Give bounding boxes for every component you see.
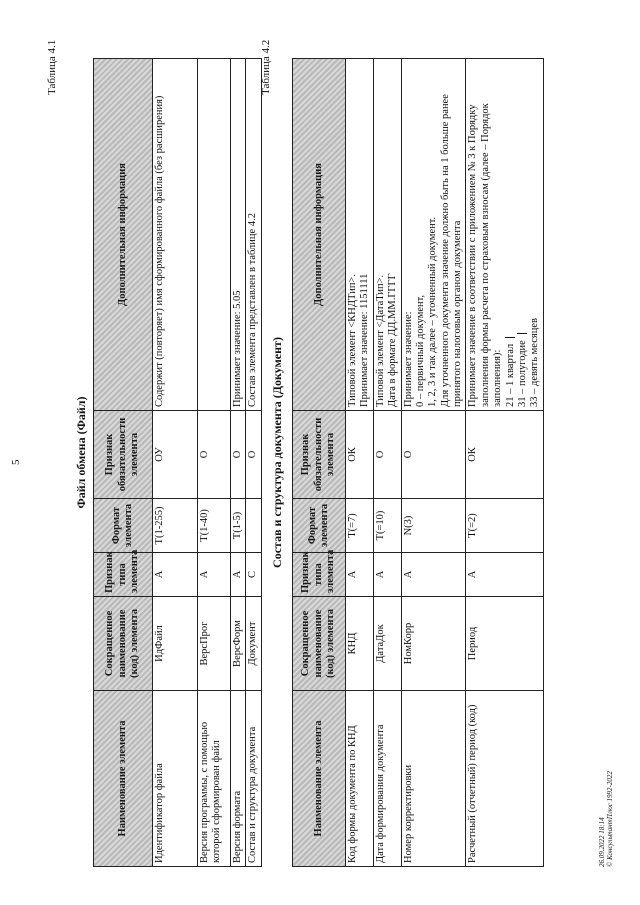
footer-date: 26.09.2022 18:14 [598,817,606,867]
info-line: Принимает значение: 1151111 [359,273,371,407]
table-4-2-title: Состав и структура документа (Документ) [270,337,284,568]
header-info: Дополнительная информация [293,59,346,411]
header-info: Дополнительная информация [94,59,153,411]
table-row [198,59,231,867]
table-4-1-caption: Таблица 4.1 [46,39,58,95]
cell-name: Номер корректировки [401,691,466,867]
cell-name: Идентификатор файла [153,691,198,867]
cell-name: Дата формирования документа [373,691,401,867]
text-cursor-mark [517,333,527,334]
header-type: Признак типа элемента [293,553,346,597]
header-name: Наименование элемента [94,691,153,867]
cell-code: Период [466,597,543,691]
info-line: 0 – первичный документ, [414,294,426,407]
cell-name: Код формы документа по КНД [346,691,374,867]
cell-type: А [401,553,466,597]
table-4-2-caption: Таблица 4.2 [260,39,272,95]
cell-info [373,59,401,411]
table-4-1-title: Файл обмена (Файл) [74,396,88,509]
cell-code: НомКорр [401,597,466,691]
cell-format: T(=10) [373,499,401,553]
cell-format: T(1-5) [231,499,246,553]
cell-code: Документ [246,597,261,691]
info-line: Дата в формате ДД.ММ.ГГГГ [387,273,399,407]
cell-type: А [466,553,543,597]
cell-name: Версия формата [231,691,246,867]
header-code: Сокращенное наименование (код) элемента [94,597,153,691]
table-row [346,59,374,867]
header-required: Признак обязательности элемента [94,411,153,499]
info-line: 1, 2, 3 и так далее – уточненный документ. [427,216,439,407]
info-line [505,62,517,407]
footer-source: © КонсультантПлюс 1992-2022 [606,771,615,867]
cell-code: ВерсФорм [231,597,246,691]
header-type: Признак типа элемента [94,553,153,597]
cell-format: N(3) [401,499,466,553]
info-line: Принимает значение: [402,311,414,407]
info-line: Принимает значение в соответствии с приложением № 3 к Порядку заполнения формы расчета по страховым взносам (далее – Порядок заполнения): [467,103,504,407]
cell-type: А [346,553,374,597]
info-line: Типовой элемент <ДатаТип>. [374,274,386,407]
cell-format [246,499,261,553]
cell-code: ИдФайл [153,597,198,691]
cell-type: С [246,553,261,597]
cell-code: КНД [346,597,374,691]
cell-format: T(1-40) [198,499,231,553]
cell-name: Состав и структура документа [246,691,261,867]
cell-type: А [153,553,198,597]
cell-info: Состав элемента представлен в таблице 4.2 [246,59,261,411]
cell-type: А [198,553,231,597]
table-row [373,59,401,867]
table-row [246,59,261,867]
table-4-2-header-row [293,59,346,867]
info-line [517,62,529,407]
page-footer [598,771,615,867]
cell-format: T(=7) [346,499,374,553]
cell-type: А [373,553,401,597]
page-number: 5 [10,459,22,465]
cell-info: Содержит (повторяет) имя сформированного файла (без расширения) [153,59,198,411]
header-code: Сокращенное наименование (код) элемента [293,597,346,691]
table-row [466,59,543,867]
cell-name: Версия программы, с помощью которой сформирован файл [198,691,231,867]
info-line: Для уточненного документа значение должно быть на 1 больше ранее принятого налоговым органом документа [439,94,463,407]
cell-required: О [401,411,466,499]
cell-required: ОК [466,411,543,499]
cell-code: ДатаДок [373,597,401,691]
table-4-1-header-row [94,59,153,867]
table-row [401,59,466,867]
table-4-1 [93,58,262,867]
cell-info [401,59,466,411]
info-line-text: 21 – 1 квартал [504,343,516,407]
header-format: Формат элемента [94,499,153,553]
cell-name: Расчетный (отчетный) период (код) [466,691,543,867]
cell-required: ОУ [153,411,198,499]
table-row [153,59,198,867]
header-format: Формат элемента [293,499,346,553]
cell-info [198,59,231,411]
text-cursor-mark [505,337,515,338]
cell-code: ВерсПрог [198,597,231,691]
table-row [231,59,246,867]
header-required: Признак обязательности элемента [293,411,346,499]
cell-info [466,59,543,411]
info-line: 33 – девять месяцев [529,318,541,407]
header-name: Наименование элемента [293,691,346,867]
cell-required: О [198,411,231,499]
cell-info [346,59,374,411]
cell-type: А [231,553,246,597]
cell-format: T(1-255) [153,499,198,553]
cell-required: О [373,411,401,499]
table-4-2 [292,58,544,867]
cell-required: ОК [346,411,374,499]
info-line: Типовой элемент <КНДТип>. [347,274,358,407]
cell-required: О [231,411,246,499]
info-line-text: 31 – полугодие [516,340,528,407]
cell-info: Принимает значение: 5.05 [231,59,246,411]
cell-required: О [246,411,261,499]
cell-format: T(=2) [466,499,543,553]
